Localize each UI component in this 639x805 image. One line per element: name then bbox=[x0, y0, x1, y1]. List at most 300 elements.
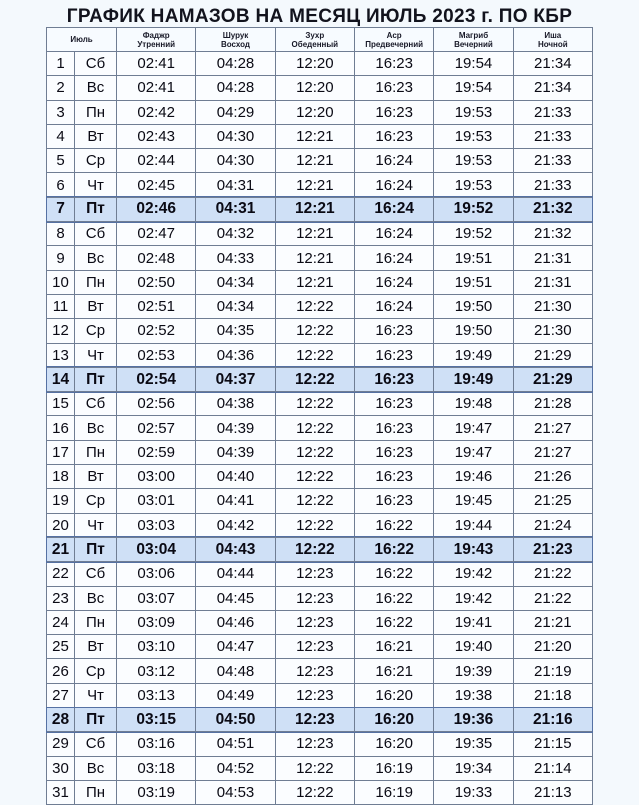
isha-time-cell: 21:24 bbox=[513, 513, 592, 537]
zuhr-time-cell: 12:23 bbox=[275, 610, 354, 634]
zuhr-time-cell: 12:20 bbox=[275, 100, 354, 124]
fajr-time-cell: 02:45 bbox=[117, 173, 196, 197]
fajr-time-cell: 02:59 bbox=[117, 440, 196, 464]
fajr-time-cell: 03:06 bbox=[117, 562, 196, 586]
table-header-row bbox=[47, 28, 593, 52]
asr-time-cell: 16:21 bbox=[355, 659, 434, 683]
shuruk-time-cell: 04:30 bbox=[196, 149, 275, 173]
fajr-time-cell: 02:42 bbox=[117, 100, 196, 124]
isha-time-cell: 21:31 bbox=[513, 270, 592, 294]
asr-time-cell: 16:23 bbox=[355, 367, 434, 391]
maghrib-time-cell: 19:34 bbox=[434, 756, 513, 780]
zuhr-time-cell: 12:21 bbox=[275, 173, 354, 197]
maghrib-time-cell: 19:38 bbox=[434, 683, 513, 707]
maghrib-time-cell: 19:52 bbox=[434, 197, 513, 221]
fajr-time-cell: 03:18 bbox=[117, 756, 196, 780]
isha-time-cell: 21:34 bbox=[513, 52, 592, 76]
zuhr-time-cell: 12:21 bbox=[275, 222, 354, 246]
header-fajr-name: Фаджр bbox=[142, 30, 170, 40]
day-number-cell: 28 bbox=[47, 708, 75, 732]
asr-time-cell: 16:23 bbox=[355, 440, 434, 464]
weekday-cell: Вс bbox=[75, 586, 117, 610]
day-number-cell: 21 bbox=[47, 537, 75, 561]
weekday-cell: Вт bbox=[75, 294, 117, 318]
isha-time-cell: 21:18 bbox=[513, 683, 592, 707]
header-zuhr-sub: Обеденный bbox=[291, 39, 339, 49]
maghrib-time-cell: 19:50 bbox=[434, 294, 513, 318]
isha-time-cell: 21:14 bbox=[513, 756, 592, 780]
day-number-cell: 23 bbox=[47, 586, 75, 610]
weekday-cell: Пт bbox=[75, 708, 117, 732]
weekday-cell: Вс bbox=[75, 416, 117, 440]
zuhr-time-cell: 12:21 bbox=[275, 124, 354, 148]
fajr-time-cell: 02:48 bbox=[117, 246, 196, 270]
zuhr-time-cell: 12:22 bbox=[275, 465, 354, 489]
shuruk-time-cell: 04:51 bbox=[196, 732, 275, 756]
asr-time-cell: 16:23 bbox=[355, 100, 434, 124]
fajr-time-cell: 02:56 bbox=[117, 392, 196, 416]
weekday-cell: Чт bbox=[75, 173, 117, 197]
day-number-cell: 14 bbox=[47, 367, 75, 391]
weekday-cell: Пн bbox=[75, 100, 117, 124]
day-number-cell: 7 bbox=[47, 197, 75, 221]
weekday-cell: Пн bbox=[75, 610, 117, 634]
shuruk-time-cell: 04:48 bbox=[196, 659, 275, 683]
zuhr-time-cell: 12:20 bbox=[275, 76, 354, 100]
day-number-cell: 18 bbox=[47, 465, 75, 489]
shuruk-time-cell: 04:53 bbox=[196, 780, 275, 804]
table-row bbox=[47, 513, 593, 537]
day-number-cell: 1 bbox=[47, 52, 75, 76]
asr-time-cell: 16:22 bbox=[355, 513, 434, 537]
maghrib-time-cell: 19:54 bbox=[434, 52, 513, 76]
shuruk-time-cell: 04:41 bbox=[196, 489, 275, 513]
shuruk-time-cell: 04:40 bbox=[196, 465, 275, 489]
weekday-cell: Вс bbox=[75, 76, 117, 100]
fajr-time-cell: 03:16 bbox=[117, 732, 196, 756]
asr-time-cell: 16:23 bbox=[355, 52, 434, 76]
table-row bbox=[47, 635, 593, 659]
shuruk-time-cell: 04:33 bbox=[196, 246, 275, 270]
isha-time-cell: 21:28 bbox=[513, 392, 592, 416]
asr-time-cell: 16:19 bbox=[355, 780, 434, 804]
day-number-cell: 24 bbox=[47, 610, 75, 634]
zuhr-time-cell: 12:23 bbox=[275, 683, 354, 707]
fajr-time-cell: 03:03 bbox=[117, 513, 196, 537]
asr-time-cell: 16:20 bbox=[355, 732, 434, 756]
table-row bbox=[47, 270, 593, 294]
fajr-time-cell: 02:57 bbox=[117, 416, 196, 440]
maghrib-time-cell: 19:46 bbox=[434, 465, 513, 489]
isha-time-cell: 21:22 bbox=[513, 562, 592, 586]
fajr-time-cell: 02:47 bbox=[117, 222, 196, 246]
zuhr-time-cell: 12:23 bbox=[275, 562, 354, 586]
maghrib-time-cell: 19:51 bbox=[434, 270, 513, 294]
isha-time-cell: 21:23 bbox=[513, 537, 592, 561]
fajr-time-cell: 02:52 bbox=[117, 319, 196, 343]
isha-time-cell: 21:27 bbox=[513, 416, 592, 440]
table-row bbox=[47, 124, 593, 148]
day-number-cell: 31 bbox=[47, 780, 75, 804]
isha-time-cell: 21:30 bbox=[513, 294, 592, 318]
header-asr-sub: Предвечерний bbox=[365, 39, 424, 49]
weekday-cell: Сб bbox=[75, 52, 117, 76]
isha-time-cell: 21:27 bbox=[513, 440, 592, 464]
day-number-cell: 11 bbox=[47, 294, 75, 318]
zuhr-time-cell: 12:21 bbox=[275, 270, 354, 294]
isha-time-cell: 21:16 bbox=[513, 708, 592, 732]
day-number-cell: 6 bbox=[47, 173, 75, 197]
table-row bbox=[47, 489, 593, 513]
asr-time-cell: 16:24 bbox=[355, 246, 434, 270]
asr-time-cell: 16:22 bbox=[355, 586, 434, 610]
asr-time-cell: 16:21 bbox=[355, 635, 434, 659]
header-maghrib-name: Магриб bbox=[458, 30, 489, 40]
zuhr-time-cell: 12:22 bbox=[275, 440, 354, 464]
zuhr-time-cell: 12:21 bbox=[275, 197, 354, 221]
maghrib-time-cell: 19:42 bbox=[434, 562, 513, 586]
isha-time-cell: 21:29 bbox=[513, 367, 592, 391]
asr-time-cell: 16:20 bbox=[355, 708, 434, 732]
shuruk-time-cell: 04:44 bbox=[196, 562, 275, 586]
header-month: Июль bbox=[47, 28, 117, 52]
day-number-cell: 15 bbox=[47, 392, 75, 416]
weekday-cell: Сб bbox=[75, 732, 117, 756]
isha-time-cell: 21:15 bbox=[513, 732, 592, 756]
isha-time-cell: 21:13 bbox=[513, 780, 592, 804]
weekday-cell: Пн bbox=[75, 440, 117, 464]
shuruk-time-cell: 04:49 bbox=[196, 683, 275, 707]
isha-time-cell: 21:30 bbox=[513, 319, 592, 343]
zuhr-time-cell: 12:23 bbox=[275, 708, 354, 732]
maghrib-time-cell: 19:35 bbox=[434, 732, 513, 756]
zuhr-time-cell: 12:22 bbox=[275, 780, 354, 804]
weekday-cell: Пн bbox=[75, 780, 117, 804]
table-row bbox=[47, 149, 593, 173]
shuruk-time-cell: 04:31 bbox=[196, 197, 275, 221]
weekday-cell: Сб bbox=[75, 392, 117, 416]
isha-time-cell: 21:32 bbox=[513, 197, 592, 221]
table-body bbox=[47, 52, 593, 805]
shuruk-time-cell: 04:29 bbox=[196, 100, 275, 124]
day-number-cell: 12 bbox=[47, 319, 75, 343]
maghrib-time-cell: 19:52 bbox=[434, 222, 513, 246]
header-shuruk-sub: Восход bbox=[221, 39, 251, 49]
zuhr-time-cell: 12:22 bbox=[275, 416, 354, 440]
weekday-cell: Вс bbox=[75, 756, 117, 780]
header-asr bbox=[355, 28, 434, 52]
header-isha bbox=[513, 28, 592, 52]
weekday-cell: Сб bbox=[75, 562, 117, 586]
day-number-cell: 9 bbox=[47, 246, 75, 270]
fajr-time-cell: 02:44 bbox=[117, 149, 196, 173]
header-maghrib bbox=[434, 28, 513, 52]
weekday-cell: Ср bbox=[75, 149, 117, 173]
day-number-cell: 4 bbox=[47, 124, 75, 148]
prayer-times-table bbox=[46, 27, 593, 805]
shuruk-time-cell: 04:32 bbox=[196, 222, 275, 246]
zuhr-time-cell: 12:21 bbox=[275, 149, 354, 173]
weekday-cell: Сб bbox=[75, 222, 117, 246]
maghrib-time-cell: 19:41 bbox=[434, 610, 513, 634]
isha-time-cell: 21:33 bbox=[513, 100, 592, 124]
weekday-cell: Пт bbox=[75, 537, 117, 561]
header-zuhr-name: Зухр bbox=[305, 30, 325, 40]
zuhr-time-cell: 12:22 bbox=[275, 513, 354, 537]
weekday-cell: Вт bbox=[75, 635, 117, 659]
shuruk-time-cell: 04:28 bbox=[196, 52, 275, 76]
asr-time-cell: 16:19 bbox=[355, 756, 434, 780]
shuruk-time-cell: 04:34 bbox=[196, 294, 275, 318]
asr-time-cell: 16:24 bbox=[355, 222, 434, 246]
day-number-cell: 29 bbox=[47, 732, 75, 756]
asr-time-cell: 16:23 bbox=[355, 465, 434, 489]
shuruk-time-cell: 04:42 bbox=[196, 513, 275, 537]
zuhr-time-cell: 12:23 bbox=[275, 659, 354, 683]
day-number-cell: 8 bbox=[47, 222, 75, 246]
maghrib-time-cell: 19:42 bbox=[434, 586, 513, 610]
day-number-cell: 2 bbox=[47, 76, 75, 100]
table-row bbox=[47, 197, 593, 221]
shuruk-time-cell: 04:28 bbox=[196, 76, 275, 100]
day-number-cell: 30 bbox=[47, 756, 75, 780]
fajr-time-cell: 02:43 bbox=[117, 124, 196, 148]
zuhr-time-cell: 12:22 bbox=[275, 367, 354, 391]
fajr-time-cell: 03:12 bbox=[117, 659, 196, 683]
table-row bbox=[47, 683, 593, 707]
shuruk-time-cell: 04:38 bbox=[196, 392, 275, 416]
table-row bbox=[47, 76, 593, 100]
shuruk-time-cell: 04:36 bbox=[196, 343, 275, 367]
isha-time-cell: 21:21 bbox=[513, 610, 592, 634]
day-number-cell: 19 bbox=[47, 489, 75, 513]
table-row bbox=[47, 416, 593, 440]
table-row bbox=[47, 392, 593, 416]
weekday-cell: Чт bbox=[75, 513, 117, 537]
day-number-cell: 26 bbox=[47, 659, 75, 683]
weekday-cell: Вс bbox=[75, 246, 117, 270]
maghrib-time-cell: 19:40 bbox=[434, 635, 513, 659]
asr-time-cell: 16:20 bbox=[355, 683, 434, 707]
table-row bbox=[47, 173, 593, 197]
header-zuhr bbox=[275, 28, 354, 52]
day-number-cell: 17 bbox=[47, 440, 75, 464]
maghrib-time-cell: 19:53 bbox=[434, 173, 513, 197]
day-number-cell: 10 bbox=[47, 270, 75, 294]
weekday-cell: Чт bbox=[75, 343, 117, 367]
weekday-cell: Чт bbox=[75, 683, 117, 707]
maghrib-time-cell: 19:49 bbox=[434, 367, 513, 391]
day-number-cell: 25 bbox=[47, 635, 75, 659]
shuruk-time-cell: 04:35 bbox=[196, 319, 275, 343]
shuruk-time-cell: 04:45 bbox=[196, 586, 275, 610]
asr-time-cell: 16:24 bbox=[355, 149, 434, 173]
fajr-time-cell: 02:53 bbox=[117, 343, 196, 367]
header-fajr bbox=[117, 28, 196, 52]
asr-time-cell: 16:24 bbox=[355, 294, 434, 318]
header-fajr-sub: Утренний bbox=[137, 39, 176, 49]
maghrib-time-cell: 19:39 bbox=[434, 659, 513, 683]
zuhr-time-cell: 12:22 bbox=[275, 319, 354, 343]
shuruk-time-cell: 04:39 bbox=[196, 416, 275, 440]
isha-time-cell: 21:29 bbox=[513, 343, 592, 367]
day-number-cell: 22 bbox=[47, 562, 75, 586]
table-row bbox=[47, 780, 593, 804]
header-isha-sub: Ночной bbox=[537, 39, 568, 49]
table-row bbox=[47, 732, 593, 756]
fajr-time-cell: 02:50 bbox=[117, 270, 196, 294]
shuruk-time-cell: 04:50 bbox=[196, 708, 275, 732]
isha-time-cell: 21:31 bbox=[513, 246, 592, 270]
table-row bbox=[47, 708, 593, 732]
weekday-cell: Вт bbox=[75, 465, 117, 489]
fajr-time-cell: 03:13 bbox=[117, 683, 196, 707]
asr-time-cell: 16:23 bbox=[355, 489, 434, 513]
maghrib-time-cell: 19:51 bbox=[434, 246, 513, 270]
zuhr-time-cell: 12:23 bbox=[275, 586, 354, 610]
zuhr-time-cell: 12:22 bbox=[275, 537, 354, 561]
maghrib-time-cell: 19:53 bbox=[434, 124, 513, 148]
maghrib-time-cell: 19:33 bbox=[434, 780, 513, 804]
day-number-cell: 5 bbox=[47, 149, 75, 173]
day-number-cell: 27 bbox=[47, 683, 75, 707]
zuhr-time-cell: 12:22 bbox=[275, 756, 354, 780]
isha-time-cell: 21:33 bbox=[513, 124, 592, 148]
table-row bbox=[47, 246, 593, 270]
shuruk-time-cell: 04:30 bbox=[196, 124, 275, 148]
fajr-time-cell: 02:41 bbox=[117, 76, 196, 100]
fajr-time-cell: 02:46 bbox=[117, 197, 196, 221]
shuruk-time-cell: 04:39 bbox=[196, 440, 275, 464]
fajr-time-cell: 03:01 bbox=[117, 489, 196, 513]
table-row bbox=[47, 756, 593, 780]
table-row bbox=[47, 562, 593, 586]
zuhr-time-cell: 12:22 bbox=[275, 294, 354, 318]
table-row bbox=[47, 586, 593, 610]
shuruk-time-cell: 04:46 bbox=[196, 610, 275, 634]
asr-time-cell: 16:23 bbox=[355, 416, 434, 440]
table-row bbox=[47, 52, 593, 76]
header-asr-name: Аср bbox=[386, 30, 402, 40]
fajr-time-cell: 03:15 bbox=[117, 708, 196, 732]
asr-time-cell: 16:23 bbox=[355, 76, 434, 100]
day-number-cell: 16 bbox=[47, 416, 75, 440]
asr-time-cell: 16:23 bbox=[355, 319, 434, 343]
page-title: ГРАФИК НАМАЗОВ НА МЕСЯЦ ИЮЛЬ 2023 г. ПО КБР bbox=[66, 6, 573, 27]
fajr-time-cell: 03:00 bbox=[117, 465, 196, 489]
zuhr-time-cell: 12:23 bbox=[275, 732, 354, 756]
maghrib-time-cell: 19:47 bbox=[434, 440, 513, 464]
zuhr-time-cell: 12:22 bbox=[275, 489, 354, 513]
shuruk-time-cell: 04:52 bbox=[196, 756, 275, 780]
fajr-time-cell: 02:51 bbox=[117, 294, 196, 318]
isha-time-cell: 21:22 bbox=[513, 586, 592, 610]
header-shuruk bbox=[196, 28, 275, 52]
weekday-cell: Ср bbox=[75, 319, 117, 343]
asr-time-cell: 16:23 bbox=[355, 392, 434, 416]
table-row bbox=[47, 367, 593, 391]
asr-time-cell: 16:22 bbox=[355, 562, 434, 586]
asr-time-cell: 16:22 bbox=[355, 537, 434, 561]
isha-time-cell: 21:25 bbox=[513, 489, 592, 513]
asr-time-cell: 16:24 bbox=[355, 173, 434, 197]
weekday-cell: Пт bbox=[75, 367, 117, 391]
maghrib-time-cell: 19:53 bbox=[434, 149, 513, 173]
asr-time-cell: 16:24 bbox=[355, 270, 434, 294]
table-row bbox=[47, 222, 593, 246]
header-shuruk-name: Шурук bbox=[222, 30, 249, 40]
header-maghrib-sub: Вечерний bbox=[454, 39, 493, 49]
zuhr-time-cell: 12:22 bbox=[275, 392, 354, 416]
zuhr-time-cell: 12:21 bbox=[275, 246, 354, 270]
table-row bbox=[47, 537, 593, 561]
asr-time-cell: 16:23 bbox=[355, 124, 434, 148]
weekday-cell: Ср bbox=[75, 659, 117, 683]
isha-time-cell: 21:33 bbox=[513, 149, 592, 173]
table-row bbox=[47, 659, 593, 683]
shuruk-time-cell: 04:43 bbox=[196, 537, 275, 561]
weekday-cell: Ср bbox=[75, 489, 117, 513]
table-row bbox=[47, 465, 593, 489]
fajr-time-cell: 02:41 bbox=[117, 52, 196, 76]
shuruk-time-cell: 04:47 bbox=[196, 635, 275, 659]
shuruk-time-cell: 04:37 bbox=[196, 367, 275, 391]
day-number-cell: 20 bbox=[47, 513, 75, 537]
fajr-time-cell: 03:04 bbox=[117, 537, 196, 561]
asr-time-cell: 16:23 bbox=[355, 343, 434, 367]
maghrib-time-cell: 19:48 bbox=[434, 392, 513, 416]
isha-time-cell: 21:33 bbox=[513, 173, 592, 197]
isha-time-cell: 21:32 bbox=[513, 222, 592, 246]
maghrib-time-cell: 19:47 bbox=[434, 416, 513, 440]
maghrib-time-cell: 19:49 bbox=[434, 343, 513, 367]
zuhr-time-cell: 12:20 bbox=[275, 52, 354, 76]
maghrib-time-cell: 19:53 bbox=[434, 100, 513, 124]
day-number-cell: 13 bbox=[47, 343, 75, 367]
fajr-time-cell: 03:19 bbox=[117, 780, 196, 804]
header-isha-name: Иша bbox=[544, 30, 562, 40]
fajr-time-cell: 02:54 bbox=[117, 367, 196, 391]
fajr-time-cell: 03:09 bbox=[117, 610, 196, 634]
table-row bbox=[47, 319, 593, 343]
asr-time-cell: 16:24 bbox=[355, 197, 434, 221]
weekday-cell: Вт bbox=[75, 124, 117, 148]
isha-time-cell: 21:26 bbox=[513, 465, 592, 489]
isha-time-cell: 21:20 bbox=[513, 635, 592, 659]
maghrib-time-cell: 19:44 bbox=[434, 513, 513, 537]
day-number-cell: 3 bbox=[47, 100, 75, 124]
maghrib-time-cell: 19:36 bbox=[434, 708, 513, 732]
shuruk-time-cell: 04:34 bbox=[196, 270, 275, 294]
weekday-cell: Пт bbox=[75, 197, 117, 221]
table-row bbox=[47, 610, 593, 634]
fajr-time-cell: 03:10 bbox=[117, 635, 196, 659]
table-row bbox=[47, 440, 593, 464]
zuhr-time-cell: 12:22 bbox=[275, 343, 354, 367]
isha-time-cell: 21:34 bbox=[513, 76, 592, 100]
table-row bbox=[47, 294, 593, 318]
weekday-cell: Пн bbox=[75, 270, 117, 294]
fajr-time-cell: 03:07 bbox=[117, 586, 196, 610]
maghrib-time-cell: 19:43 bbox=[434, 537, 513, 561]
asr-time-cell: 16:22 bbox=[355, 610, 434, 634]
maghrib-time-cell: 19:50 bbox=[434, 319, 513, 343]
isha-time-cell: 21:19 bbox=[513, 659, 592, 683]
maghrib-time-cell: 19:54 bbox=[434, 76, 513, 100]
shuruk-time-cell: 04:31 bbox=[196, 173, 275, 197]
zuhr-time-cell: 12:23 bbox=[275, 635, 354, 659]
table-row bbox=[47, 100, 593, 124]
